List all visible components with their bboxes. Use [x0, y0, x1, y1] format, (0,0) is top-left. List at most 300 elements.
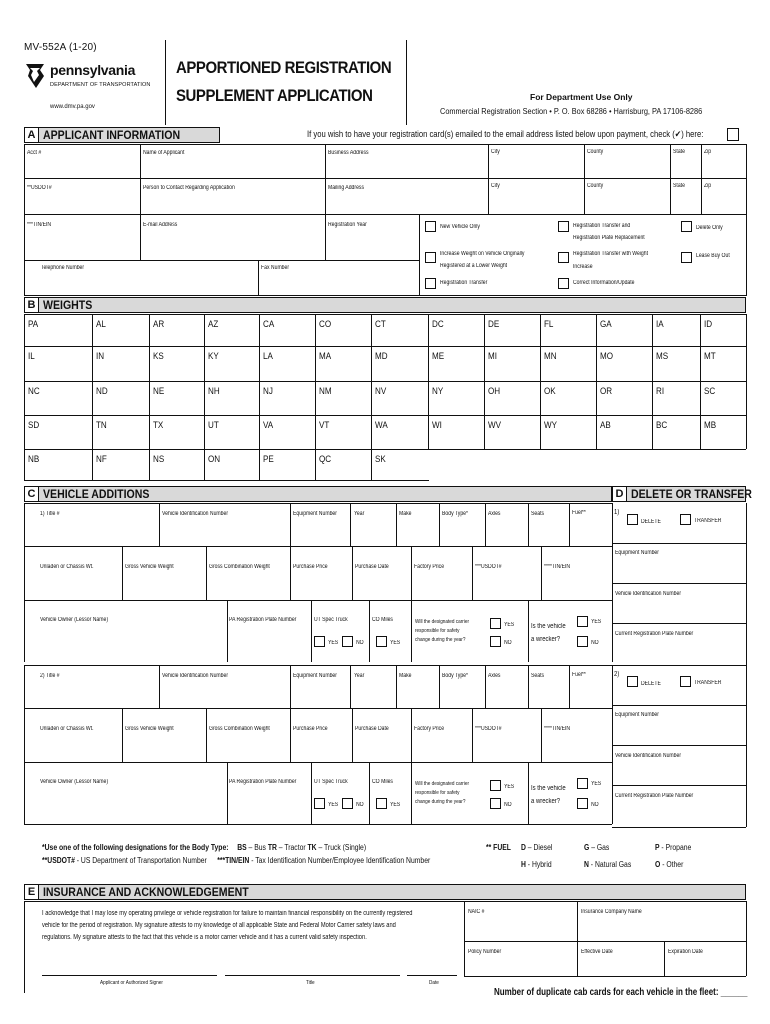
weight-cell-mb[interactable] [700, 415, 746, 449]
wrecker-question: Is the vehicle [531, 623, 566, 630]
state-code: NY [432, 386, 444, 397]
contact-person-label: Person to Contact Regarding Application [143, 185, 235, 191]
weight-cell-tn[interactable] [92, 415, 149, 449]
grid-line [485, 665, 486, 708]
body-type-label: Body Type* [442, 511, 468, 517]
reg-transfer-checkbox[interactable] [425, 278, 436, 289]
ack-text: regulations. My signature attests to the fact that this vehicle is a motor carrier vehicle and it has a current valid safety inspection. [42, 934, 367, 941]
grid-line [439, 503, 440, 546]
yes-label: YES [504, 622, 515, 628]
grid-line [24, 546, 612, 547]
tin-label: ****TIN/EIN [544, 564, 571, 570]
no-label: NO [356, 640, 364, 646]
delete-label: DELETE [641, 519, 661, 525]
yes-label: YES [591, 781, 602, 787]
carrier-question: Will the designated carrier [415, 781, 470, 787]
state-code: NJ [263, 386, 273, 397]
section-letter: A [25, 128, 39, 142]
org-name: pennsylvania [50, 62, 136, 78]
ut-spec-label: UT Spec Truck [314, 779, 348, 785]
grid-line [472, 546, 473, 600]
state-code: TN [96, 420, 107, 431]
weight-cell-sk[interactable] [371, 449, 428, 480]
legend-text: - US Department of Transportation Number [74, 856, 207, 865]
grid-line [24, 600, 612, 601]
state-code: NV [375, 386, 387, 397]
legend-text: - Tax Identification Number/Employee Identification Number [249, 856, 431, 865]
weight-cell-fl[interactable] [540, 314, 596, 346]
state-code: MT [704, 351, 716, 362]
usdot-label: **USDOT# [27, 185, 52, 191]
state-label: State [673, 149, 685, 155]
grid-line [24, 295, 746, 296]
grid-line [612, 583, 746, 584]
weight-cell-nc[interactable] [24, 381, 92, 415]
grid-line [612, 745, 746, 746]
zip-label: Zip [704, 149, 712, 155]
carrier-no-checkbox[interactable] [490, 798, 501, 809]
keystone-icon [24, 62, 46, 90]
weight-cell-nd[interactable] [92, 381, 149, 415]
reg-transfer-weight-label: Registration Transfer with Weight [573, 251, 649, 257]
weight-cell-ky[interactable] [204, 346, 259, 381]
weight-cell-sc[interactable] [700, 381, 746, 415]
no-label: NO [591, 802, 599, 808]
grid-line [24, 178, 746, 179]
transfer-checkbox[interactable] [680, 676, 691, 687]
ack-text: vehicle for the period of registration. My signature attests to my knowledge of all applicable State and Federal Motor Carrier safety laws and [42, 922, 396, 929]
plate-number-label: PA Registration Plate Number [229, 617, 297, 623]
carrier-yes-checkbox[interactable] [490, 780, 501, 791]
weight-cell-co[interactable] [315, 314, 371, 346]
weight-cell-wy[interactable] [540, 415, 596, 449]
co-miles-yes-checkbox[interactable] [376, 636, 387, 647]
weight-cell-il[interactable] [24, 346, 92, 381]
state-code: NB [28, 454, 40, 465]
grid-line [612, 705, 746, 706]
grid-line [701, 144, 702, 214]
increase-weight-checkbox[interactable] [425, 252, 436, 263]
grid-line [472, 708, 473, 762]
yes-label: YES [328, 802, 339, 808]
weight-cell-wi[interactable] [428, 415, 484, 449]
grid-line [439, 665, 440, 708]
dept-use-label: For Department Use Only [530, 92, 633, 102]
equipment-number-label: Equipment Number [615, 712, 659, 718]
grid-line [290, 708, 291, 762]
state-code: ND [96, 386, 108, 397]
weight-cell-bc[interactable] [652, 415, 700, 449]
weight-cell-la[interactable] [259, 346, 315, 381]
zip-label: Zip [704, 183, 712, 189]
grid-line [411, 708, 412, 762]
section-title: INSURANCE AND ACKNOWLEDGEMENT [43, 885, 249, 899]
legend-code: **USDOT# [42, 856, 75, 865]
grid-line [464, 901, 465, 976]
grid-line [122, 546, 123, 600]
grid-line [24, 901, 746, 902]
grid-line [746, 665, 747, 827]
section-d-header [612, 486, 752, 502]
state-code: IA [656, 319, 664, 330]
grid-line [24, 260, 419, 261]
weight-cell-me[interactable] [428, 346, 484, 381]
org-dept: DEPARTMENT OF TRANSPORTATION [50, 82, 151, 88]
weight-cell-ri[interactable] [652, 381, 700, 415]
weight-cell-id[interactable] [700, 314, 746, 346]
state-code: VA [263, 420, 274, 431]
vin-label: Vehicle Identification Number [615, 591, 682, 597]
weight-cell-wv[interactable] [484, 415, 540, 449]
weight-cell-nv[interactable] [371, 381, 428, 415]
reg-transfer-plate-label: Registration Plate Replacement [573, 235, 645, 241]
insurance-company-label: Insurance Company Name [581, 909, 642, 915]
no-label: NO [504, 802, 512, 808]
weight-cell-ks[interactable] [149, 346, 204, 381]
legend-code: P [655, 843, 660, 852]
reg-transfer-plate-checkbox[interactable] [558, 221, 569, 232]
state-code: SC [704, 386, 716, 397]
grid-line [485, 503, 486, 546]
legend-code: TR [267, 843, 277, 852]
state-code: AL [96, 319, 106, 330]
grid-line [664, 941, 665, 976]
section-letter: B [25, 298, 39, 312]
state-code: VT [319, 420, 330, 431]
grid-line [325, 144, 326, 260]
tin-label: ****TIN/EIN [544, 726, 571, 732]
sig-date-label: Date [429, 980, 439, 986]
grid-line [24, 480, 429, 481]
vehicle-owner-label: Vehicle Owner (Lessor Name) [40, 779, 109, 785]
ut-spec-no-checkbox[interactable] [342, 636, 353, 647]
legend-code: BS [237, 843, 247, 852]
grid-line [24, 503, 25, 662]
ut-spec-no-checkbox[interactable] [342, 798, 353, 809]
reg-year-label: Registration Year [328, 222, 367, 228]
factory-price-label: Factory Price [414, 726, 445, 732]
state-code: GA [600, 319, 612, 330]
weight-cell-mn[interactable] [540, 346, 596, 381]
legend-text: – Tractor [276, 843, 308, 852]
section-letter: D [613, 487, 627, 501]
grid-line [290, 503, 291, 546]
state-code: MD [375, 351, 388, 362]
carrier-question: change during the year? [415, 799, 466, 805]
weight-cell-nh[interactable] [204, 381, 259, 415]
legend-lead: *Use one of the following designations for the Body Type: [42, 843, 229, 852]
make-label: Make [399, 673, 412, 679]
mailing-address-label: Mailing Address [328, 185, 365, 191]
state-code: ON [208, 454, 221, 465]
wrecker-question: a wrecker? [531, 798, 561, 805]
unladen-weight-label: Unladen or Chassis Wt. [40, 564, 94, 570]
cab-cards-label: Number of duplicate cab cards for each vehicle in the fleet: ______ [494, 987, 748, 998]
signature-line[interactable] [42, 975, 217, 976]
delete-only-checkbox[interactable] [681, 221, 692, 232]
weight-cell-nb[interactable] [24, 449, 92, 480]
grid-line [350, 665, 351, 708]
weight-cell-de[interactable] [484, 314, 540, 346]
vehicle-owner-label: Vehicle Owner (Lessor Name) [40, 617, 109, 623]
section-letter: C [25, 487, 39, 501]
delete-checkbox[interactable] [627, 676, 638, 687]
state-code: IN [96, 351, 105, 362]
wrecker-yes-checkbox[interactable] [577, 616, 588, 627]
grid-line [670, 144, 671, 214]
weight-cell-or[interactable] [596, 381, 652, 415]
reg-transfer-weight-checkbox[interactable] [558, 252, 569, 263]
equipment-number-label: Equipment Number [293, 511, 337, 517]
correct-info-checkbox[interactable] [558, 278, 569, 289]
state-code: SD [28, 420, 40, 431]
weight-cell-mt[interactable] [700, 346, 746, 381]
weight-cell-ne[interactable] [149, 381, 204, 415]
weight-cell-al[interactable] [92, 314, 149, 346]
weight-cell-ny[interactable] [428, 381, 484, 415]
weight-cell-wa[interactable] [371, 415, 428, 449]
weight-cell-qc[interactable] [315, 449, 371, 480]
state-code: MB [704, 420, 717, 431]
gvw-label: Gross Vehicle Weight [125, 726, 174, 732]
weight-cell-ga[interactable] [596, 314, 652, 346]
weight-cell-va[interactable] [259, 415, 315, 449]
carrier-yes-checkbox[interactable] [490, 618, 501, 629]
ut-spec-yes-checkbox[interactable] [314, 636, 325, 647]
grid-line [24, 503, 612, 504]
sig-applicant-label: Applicant or Authorized Signer [100, 980, 163, 986]
vin-label: Vehicle Identification Number [162, 673, 229, 679]
acct-label: Acct # [27, 150, 42, 156]
grid-line [24, 144, 746, 145]
state-code: TX [153, 420, 164, 431]
weight-cell-ms[interactable] [652, 346, 700, 381]
fax-label: Fax Number [261, 265, 290, 271]
legend-code: ***TIN/EIN [217, 856, 250, 865]
wrecker-question: a wrecker? [531, 636, 561, 643]
city-label: City [491, 183, 500, 189]
wrecker-no-checkbox[interactable] [577, 636, 588, 647]
state-code: AR [153, 319, 165, 330]
grid-line [24, 665, 25, 824]
state-code: MI [488, 351, 497, 362]
usdot-label: ***USDOT# [475, 564, 502, 570]
co-miles-yes-checkbox[interactable] [376, 798, 387, 809]
lease-buyout-checkbox[interactable] [681, 252, 692, 263]
wrecker-no-checkbox[interactable] [577, 798, 588, 809]
weight-cell-vt[interactable] [315, 415, 371, 449]
header-divider [165, 40, 166, 125]
purchase-price-label: Purchase Price [293, 564, 328, 570]
state-code: WV [488, 420, 502, 431]
grid-line [140, 144, 141, 260]
lease-buyout-label: Lease Buy Out [696, 253, 730, 259]
state-label: State [673, 183, 685, 189]
grid-line [369, 600, 370, 662]
state-code: NH [208, 386, 220, 397]
purchase-date-label: Purchase Date [355, 726, 389, 732]
title-line[interactable] [225, 975, 400, 976]
delete-checkbox[interactable] [627, 514, 638, 525]
state-code: KS [153, 351, 164, 362]
tin-label: ***TIN/EIN [27, 222, 52, 228]
usdot-label: ***USDOT# [475, 726, 502, 732]
weight-cell-nj[interactable] [259, 381, 315, 415]
body-type-legend [42, 843, 366, 852]
state-code: WI [432, 420, 442, 431]
dept-address: Commercial Registration Section • P. O. Box 68286 • Harrisburg, PA 17106-8286 [440, 107, 703, 116]
state-code: SK [375, 454, 386, 465]
new-vehicle-label: New Vehicle Only [440, 224, 480, 230]
no-label: NO [591, 640, 599, 646]
state-code: QC [319, 454, 332, 465]
weight-cell-pe[interactable] [259, 449, 315, 480]
plate-number-label: Current Registration Plate Number [615, 631, 694, 637]
grid-line [612, 543, 746, 544]
weight-cell-ct[interactable] [371, 314, 428, 346]
city-label: City [491, 149, 500, 155]
state-code: ID [704, 319, 713, 330]
legend-code: D [521, 843, 526, 852]
weight-cell-sd[interactable] [24, 415, 92, 449]
effective-date-label: Effective Date [581, 949, 613, 955]
grid-line [311, 600, 312, 662]
transfer-label: TRANSFER [694, 680, 722, 686]
state-code: NC [28, 386, 40, 397]
grid-line [352, 708, 353, 762]
weight-cell-tx[interactable] [149, 415, 204, 449]
no-label: NO [504, 640, 512, 646]
state-code: BC [656, 420, 668, 431]
state-code: MO [600, 351, 614, 362]
expiration-date-label: Expiration Date [668, 949, 703, 955]
grid-line [488, 144, 489, 214]
weight-cell-mo[interactable] [596, 346, 652, 381]
weight-cell-ab[interactable] [596, 415, 652, 449]
grid-line [541, 546, 542, 600]
grid-line [290, 665, 291, 708]
grid-line [411, 762, 412, 824]
state-code: MS [656, 351, 669, 362]
weight-cell-dc[interactable] [428, 314, 484, 346]
section-title: VEHICLE ADDITIONS [43, 487, 150, 501]
fuel-legend-lead: ** FUEL [486, 843, 511, 852]
title-number-label: 2) Title # [40, 673, 60, 679]
weight-cell-ok[interactable] [540, 381, 596, 415]
increase-weight-label: Registered at a Lower Weight [440, 263, 508, 269]
grid-line [528, 762, 529, 824]
legend-text: – Bus [246, 843, 268, 852]
plate-number-label: Current Registration Plate Number [615, 793, 694, 799]
item-number: 2) [614, 671, 620, 678]
transfer-checkbox[interactable] [680, 514, 691, 525]
weight-cell-ia[interactable] [652, 314, 700, 346]
grid-line [612, 785, 746, 786]
weight-cell-nm[interactable] [315, 381, 371, 415]
fuel-legend-item [655, 843, 691, 852]
weight-cell-az[interactable] [204, 314, 259, 346]
purchase-price-label: Purchase Price [293, 726, 328, 732]
weight-cell-ca[interactable] [259, 314, 315, 346]
reg-transfer-plate-label: Registration Transfer and [573, 223, 631, 229]
gvw-label: Gross Vehicle Weight [125, 564, 174, 570]
gcw-label: Gross Combination Weight [209, 564, 270, 570]
ut-spec-yes-checkbox[interactable] [314, 798, 325, 809]
ut-spec-label: UT Spec Truck [314, 617, 348, 623]
co-miles-label: CO Miles [372, 779, 393, 785]
grid-line [464, 976, 746, 977]
legend-text: - Other [660, 860, 684, 869]
new-vehicle-checkbox[interactable] [425, 221, 436, 232]
fuel-legend-item [521, 860, 552, 869]
legend-code: TK [307, 843, 317, 852]
equipment-number-label: Equipment Number [293, 673, 337, 679]
plate-number-label: PA Registration Plate Number [229, 779, 297, 785]
weight-cell-on[interactable] [204, 449, 259, 480]
weight-cell-ma[interactable] [315, 346, 371, 381]
weight-cell-ut[interactable] [204, 415, 259, 449]
grid-line [746, 901, 747, 976]
email-card-checkbox[interactable] [727, 128, 739, 141]
grid-line [528, 600, 529, 662]
state-code: KY [208, 351, 219, 362]
fuel-legend-item [584, 843, 609, 852]
grid-line [206, 546, 207, 600]
fuel-legend-item [655, 860, 683, 869]
website: www.dmv.pa.gov [50, 104, 95, 110]
grid-line [206, 708, 207, 762]
weight-cell-md[interactable] [371, 346, 428, 381]
state-code: NE [153, 386, 165, 397]
weight-cell-oh[interactable] [484, 381, 540, 415]
state-code: UT [208, 420, 219, 431]
weight-cell-pa[interactable] [24, 314, 92, 346]
carrier-no-checkbox[interactable] [490, 636, 501, 647]
state-code: CO [319, 319, 332, 330]
page-title: SUPPLEMENT APPLICATION [176, 86, 373, 105]
section-b-header [24, 297, 746, 313]
grid-line [569, 665, 570, 708]
grid-line [227, 600, 228, 662]
legend-text: - Natural Gas [588, 860, 632, 869]
legend-text: – Gas [589, 843, 610, 852]
grid-line [464, 941, 746, 942]
weight-cell-mi[interactable] [484, 346, 540, 381]
grid-line [419, 214, 420, 296]
grid-line [350, 503, 351, 546]
unladen-weight-label: Unladen or Chassis Wt. [40, 726, 94, 732]
state-code: NF [96, 454, 107, 465]
email-note: If you wish to have your registration card(s) emailed to the email address listed below upon payment, check (✔) here: [307, 129, 704, 139]
grid-line [577, 901, 578, 976]
date-line[interactable] [407, 975, 457, 976]
weight-cell-nf[interactable] [92, 449, 149, 480]
section-title: APPLICANT INFORMATION [43, 128, 181, 142]
grid-line [396, 503, 397, 546]
state-code: AB [600, 420, 611, 431]
weight-cell-ar[interactable] [149, 314, 204, 346]
legend-code: G [584, 843, 590, 852]
weight-cell-in[interactable] [92, 346, 149, 381]
legend-code: N [584, 860, 589, 869]
yes-label: YES [390, 640, 401, 646]
axles-label: Axles [488, 511, 501, 517]
state-code: PA [28, 319, 39, 330]
wrecker-yes-checkbox[interactable] [577, 778, 588, 789]
make-label: Make [399, 511, 412, 517]
weight-cell-ns[interactable] [149, 449, 204, 480]
vin-label: Vehicle Identification Number [162, 511, 229, 517]
